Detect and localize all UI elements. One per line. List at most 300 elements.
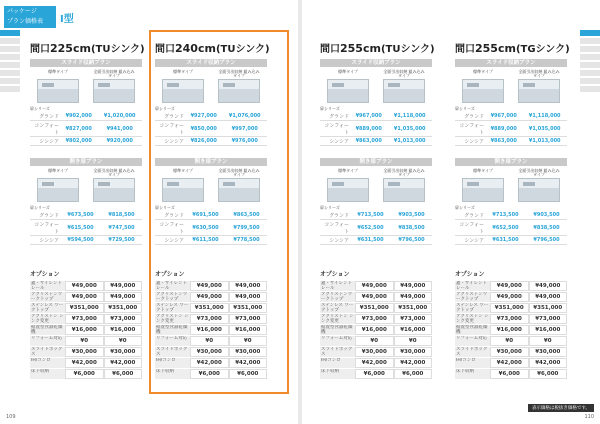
option-label: リフォーム対応 xyxy=(155,336,190,346)
option-row xyxy=(30,358,142,368)
price-standard: ¥630,500 xyxy=(185,220,226,236)
series-name: シンシア xyxy=(30,137,60,146)
option-row xyxy=(155,369,267,379)
price-standard: ¥713,500 xyxy=(350,211,391,220)
price-standard: ¥691,500 xyxy=(185,211,226,220)
option-price-full: ¥351,000 xyxy=(229,303,268,313)
option-price-standard: ¥16,000 xyxy=(65,325,104,335)
kitchen-unit-standard xyxy=(327,70,369,104)
option-row xyxy=(455,303,567,313)
kitchen-unit-full xyxy=(383,70,425,104)
side-tab[interactable] xyxy=(580,38,600,44)
image-caption: 全面引出収納 組み込みタイプ xyxy=(93,69,135,78)
option-price-standard: ¥16,000 xyxy=(190,325,229,335)
section-band-hiraki: 開き扉プラン xyxy=(30,158,142,166)
option-label: アクリストン シンク変更 xyxy=(321,314,354,324)
table-row xyxy=(455,137,567,146)
option-price-full: ¥73,000 xyxy=(394,314,433,324)
option-price-standard: ¥42,000 xyxy=(190,358,229,368)
table-row xyxy=(155,220,267,236)
option-price-standard: ¥49,000 xyxy=(65,281,104,291)
option-price-standard: ¥49,000 xyxy=(490,281,529,291)
side-tab[interactable] xyxy=(580,62,600,68)
price-standard: ¥611,500 xyxy=(185,236,226,245)
option-price-standard: ¥73,000 xyxy=(355,314,394,324)
tax-note: 表示価格は税抜き価格です。 xyxy=(528,404,594,412)
table-row xyxy=(155,121,267,137)
kitchen-images-hiraki xyxy=(320,169,432,203)
option-row xyxy=(455,358,567,368)
price-full: ¥1,035,000 xyxy=(387,121,432,137)
kitchen-illustration xyxy=(162,178,204,202)
option-price-full: ¥30,000 xyxy=(529,347,568,357)
kitchen-images-slide xyxy=(155,70,267,104)
kitchen-unit-standard xyxy=(327,169,369,203)
right-side-tabs xyxy=(580,28,600,94)
option-price-standard: ¥49,000 xyxy=(490,292,529,302)
kitchen-unit-standard xyxy=(462,169,504,203)
option-label: 床下収納 xyxy=(320,369,355,379)
option-label: 据置型食器乾燥機 xyxy=(30,325,65,335)
series-label: 扉シリーズ xyxy=(155,205,175,210)
side-tab[interactable] xyxy=(580,46,600,52)
option-row xyxy=(320,292,432,302)
page-number: 109 xyxy=(6,414,16,420)
price-table-hiraki xyxy=(155,211,267,245)
price-full: ¥1,118,000 xyxy=(387,112,432,121)
table-row xyxy=(30,121,142,137)
option-price-standard: ¥6,000 xyxy=(65,369,104,379)
option-price-standard: ¥351,000 xyxy=(190,303,229,313)
options-list xyxy=(30,281,142,380)
kitchen-unit-standard xyxy=(162,169,204,203)
side-tab[interactable] xyxy=(0,38,20,44)
price-standard: ¥863,000 xyxy=(350,137,387,146)
option-price-standard: ¥49,000 xyxy=(190,292,229,302)
option-row xyxy=(455,347,567,357)
header-type-title: I型 xyxy=(60,14,74,25)
options-title: オプション xyxy=(155,271,185,278)
series-name: グランド xyxy=(30,211,60,220)
price-full: ¥838,500 xyxy=(391,220,432,236)
image-caption: 全面引出収納 組み込みタイプ xyxy=(218,69,260,78)
option-price-standard: ¥73,000 xyxy=(490,314,529,324)
option-price-full: ¥16,000 xyxy=(104,325,143,335)
series-label: 扉シリーズ xyxy=(320,205,340,210)
option-label: 据置型食器乾燥機 xyxy=(155,325,190,335)
series-name: シンシア xyxy=(455,137,485,146)
column-255tg xyxy=(455,40,570,245)
price-standard: ¥631,500 xyxy=(485,236,526,245)
kitchen-illustration xyxy=(218,79,260,103)
option-row xyxy=(155,325,267,335)
kitchen-illustration xyxy=(218,178,260,202)
image-caption: 全面引出収納 組み込みタイプ xyxy=(518,168,560,177)
price-full: ¥796,500 xyxy=(526,236,567,245)
table-row xyxy=(320,236,432,245)
option-label: 床下収納 xyxy=(30,369,65,379)
options-title: オプション xyxy=(30,271,60,278)
kitchen-unit-full xyxy=(383,169,425,203)
price-full: ¥903,500 xyxy=(526,211,567,220)
series-label: 扉シリーズ xyxy=(155,106,175,111)
option-price-full: ¥30,000 xyxy=(104,347,143,357)
kitchen-unit-standard xyxy=(462,70,504,104)
table-row xyxy=(455,236,567,245)
option-price-full: ¥0 xyxy=(229,336,268,346)
image-caption: 全面引出収納 組み込みタイプ xyxy=(383,69,425,78)
side-tab[interactable] xyxy=(580,86,600,92)
kitchen-illustration xyxy=(518,79,560,103)
price-full: ¥1,013,000 xyxy=(387,137,432,146)
price-standard: ¥802,000 xyxy=(60,137,97,146)
option-row xyxy=(30,336,142,346)
price-full: ¥976,000 xyxy=(222,137,267,146)
option-row xyxy=(155,336,267,346)
kitchen-illustration xyxy=(37,178,79,202)
side-tab[interactable] xyxy=(0,46,20,52)
side-tab[interactable] xyxy=(0,86,20,92)
option-price-full: ¥49,000 xyxy=(394,281,433,291)
option-label: 蓋・サイレントレール xyxy=(30,281,65,291)
kitchen-illustration xyxy=(518,178,560,202)
option-row xyxy=(320,358,432,368)
option-price-full: ¥6,000 xyxy=(104,369,143,379)
option-price-full: ¥49,000 xyxy=(229,292,268,302)
price-standard: ¥826,000 xyxy=(185,137,222,146)
option-price-standard: ¥351,000 xyxy=(490,303,529,313)
column-title xyxy=(155,40,270,55)
table-row xyxy=(30,211,142,220)
price-table-slide xyxy=(30,112,142,146)
price-standard: ¥652,500 xyxy=(485,220,526,236)
option-price-standard: ¥30,000 xyxy=(65,347,104,357)
column-title-prefix: 間口 xyxy=(455,44,475,55)
option-price-full: ¥49,000 xyxy=(104,281,143,291)
series-name: グランド xyxy=(155,211,185,220)
option-label: リフォーム対応 xyxy=(320,336,355,346)
kitchen-unit-full xyxy=(518,169,560,203)
price-table-slide xyxy=(155,112,267,146)
price-standard: ¥827,000 xyxy=(60,121,97,137)
option-price-standard: ¥6,000 xyxy=(355,369,394,379)
option-row xyxy=(30,303,142,313)
option-row xyxy=(455,292,567,302)
column-title-kind: (TGシンク) xyxy=(515,44,570,55)
side-tab[interactable] xyxy=(0,30,20,36)
series-name: コンフォート xyxy=(155,121,185,137)
option-label: リフォーム対応 xyxy=(455,336,490,346)
kitchen-illustration xyxy=(462,79,504,103)
option-label: 床下収納 xyxy=(155,369,190,379)
options-title: オプション xyxy=(320,271,350,278)
series-label: 扉シリーズ xyxy=(320,106,340,111)
column-title xyxy=(320,40,435,55)
series-name: グランド xyxy=(455,112,485,121)
option-price-standard: ¥351,000 xyxy=(65,303,104,313)
series-name: シンシア xyxy=(320,236,350,245)
price-full: ¥1,035,000 xyxy=(522,121,567,137)
series-label: 扉シリーズ xyxy=(30,205,50,210)
option-row xyxy=(320,314,432,324)
option-price-full: ¥0 xyxy=(104,336,143,346)
section-band-slide: スライド収納プラン xyxy=(320,59,432,67)
price-standard: ¥889,000 xyxy=(485,121,522,137)
option-label: IH/コンロ xyxy=(455,358,490,368)
option-price-standard: ¥49,000 xyxy=(190,281,229,291)
option-label: ステンレス ワークトップ xyxy=(456,303,489,313)
option-label: アクリストン シンク変更 xyxy=(456,314,489,324)
series-name: コンフォート xyxy=(30,220,60,236)
option-price-standard: ¥6,000 xyxy=(490,369,529,379)
price-full: ¥941,000 xyxy=(97,121,142,137)
option-row xyxy=(320,369,432,379)
option-label: IH/コンロ xyxy=(320,358,355,368)
side-tab[interactable] xyxy=(580,30,600,36)
option-row xyxy=(320,325,432,335)
series-name: グランド xyxy=(155,112,185,121)
column-title-size: 255cm xyxy=(475,42,516,55)
option-price-standard: ¥351,000 xyxy=(355,303,394,313)
price-standard: ¥615,500 xyxy=(60,220,101,236)
option-price-full: ¥30,000 xyxy=(394,347,433,357)
price-table-slide xyxy=(455,112,567,146)
option-price-standard: ¥49,000 xyxy=(65,292,104,302)
option-price-full: ¥49,000 xyxy=(529,281,568,291)
option-price-full: ¥0 xyxy=(394,336,433,346)
option-label: アクリストン シンク変更 xyxy=(31,314,64,324)
option-row xyxy=(30,314,142,324)
series-name: コンフォート xyxy=(320,121,350,137)
option-price-standard: ¥0 xyxy=(65,336,104,346)
price-full: ¥1,020,000 xyxy=(97,112,142,121)
column-title-prefix: 間口 xyxy=(320,44,340,55)
image-caption: 標準タイプ xyxy=(48,69,68,74)
price-standard: ¥967,000 xyxy=(485,112,522,121)
option-price-standard: ¥42,000 xyxy=(65,358,104,368)
option-price-standard: ¥0 xyxy=(355,336,394,346)
price-standard: ¥889,000 xyxy=(350,121,387,137)
price-standard: ¥967,000 xyxy=(350,112,387,121)
price-full: ¥796,500 xyxy=(391,236,432,245)
image-caption: 標準タイプ xyxy=(173,69,193,74)
option-row xyxy=(155,347,267,357)
options-list xyxy=(155,281,267,380)
image-caption: 標準タイプ xyxy=(173,168,193,173)
table-row xyxy=(455,112,567,121)
kitchen-illustration xyxy=(327,79,369,103)
image-caption: 全面引出収納 組み込みタイプ xyxy=(218,168,260,177)
option-row xyxy=(30,369,142,379)
option-price-full: ¥351,000 xyxy=(104,303,143,313)
option-price-full: ¥49,000 xyxy=(229,281,268,291)
option-price-standard: ¥16,000 xyxy=(355,325,394,335)
kitchen-illustration xyxy=(162,79,204,103)
side-tab[interactable] xyxy=(580,70,600,76)
series-name: コンフォート xyxy=(455,220,485,236)
kitchen-unit-standard xyxy=(162,70,204,104)
price-standard: ¥673,500 xyxy=(60,211,101,220)
price-full: ¥778,500 xyxy=(226,236,267,245)
price-table-slide xyxy=(320,112,432,146)
table-row xyxy=(320,137,432,146)
price-standard: ¥850,000 xyxy=(185,121,222,137)
option-label: アクリストンワークトップ xyxy=(320,292,355,302)
section-band-slide: スライド収納プラン xyxy=(455,59,567,67)
table-row xyxy=(320,211,432,220)
column-title-size: 240cm xyxy=(175,42,216,55)
options-list xyxy=(455,281,567,380)
option-row xyxy=(30,281,142,291)
kitchen-unit-standard xyxy=(37,169,79,203)
option-price-full: ¥73,000 xyxy=(229,314,268,324)
option-label: リフォーム対応 xyxy=(30,336,65,346)
option-label: ステンレス ワークトップ xyxy=(31,303,64,313)
option-label: スライドボックス xyxy=(455,347,490,357)
price-full: ¥838,500 xyxy=(526,220,567,236)
series-name: シンシア xyxy=(155,236,185,245)
kitchen-illustration xyxy=(37,79,79,103)
option-price-standard: ¥0 xyxy=(190,336,229,346)
image-caption: 全面引出収納 組み込みタイプ xyxy=(93,168,135,177)
price-table-hiraki xyxy=(320,211,432,245)
table-row xyxy=(155,137,267,146)
left-side-tabs xyxy=(0,28,20,94)
price-full: ¥1,013,000 xyxy=(522,137,567,146)
header-tag-line2: プラン価格表 xyxy=(7,18,44,25)
option-row xyxy=(455,336,567,346)
option-price-standard: ¥30,000 xyxy=(355,347,394,357)
column-title-prefix: 間口 xyxy=(30,44,50,55)
image-caption: 全面引出収納 組み込みタイプ xyxy=(383,168,425,177)
option-label: アクリストン シンク変更 xyxy=(156,314,189,324)
image-caption: 全面引出収納 組み込みタイプ xyxy=(518,69,560,78)
price-full: ¥1,076,000 xyxy=(222,112,267,121)
option-row xyxy=(455,314,567,324)
kitchen-unit-standard xyxy=(37,70,79,104)
price-table-hiraki xyxy=(455,211,567,245)
kitchen-images-hiraki xyxy=(30,169,142,203)
option-price-full: ¥49,000 xyxy=(394,292,433,302)
option-price-standard: ¥6,000 xyxy=(190,369,229,379)
series-name: シンシア xyxy=(320,137,350,146)
option-label: 据置型食器乾燥機 xyxy=(320,325,355,335)
column-255tu xyxy=(320,40,435,245)
option-label: アクリストンワークトップ xyxy=(455,292,490,302)
option-row xyxy=(320,281,432,291)
option-price-full: ¥49,000 xyxy=(104,292,143,302)
side-tab[interactable] xyxy=(0,70,20,76)
option-label: アクリストンワークトップ xyxy=(30,292,65,302)
option-price-standard: ¥30,000 xyxy=(490,347,529,357)
option-price-full: ¥30,000 xyxy=(229,347,268,357)
option-row xyxy=(155,314,267,324)
options-title: オプション xyxy=(455,271,485,278)
option-price-full: ¥6,000 xyxy=(394,369,433,379)
kitchen-images-hiraki xyxy=(455,169,567,203)
column-title-kind: (TUシンク) xyxy=(380,44,435,55)
option-row xyxy=(30,347,142,357)
option-price-full: ¥42,000 xyxy=(394,358,433,368)
series-name: シンシア xyxy=(30,236,60,245)
option-price-standard: ¥73,000 xyxy=(190,314,229,324)
price-full: ¥799,500 xyxy=(226,220,267,236)
kitchen-images-slide xyxy=(320,70,432,104)
option-row xyxy=(320,303,432,313)
option-label: 床下収納 xyxy=(455,369,490,379)
option-row xyxy=(455,281,567,291)
option-price-full: ¥16,000 xyxy=(394,325,433,335)
side-tab[interactable] xyxy=(0,78,20,84)
kitchen-unit-full xyxy=(93,70,135,104)
side-tab[interactable] xyxy=(0,62,20,68)
option-price-full: ¥16,000 xyxy=(529,325,568,335)
side-tab[interactable] xyxy=(580,54,600,60)
option-price-full: ¥6,000 xyxy=(229,369,268,379)
column-title-size: 255cm xyxy=(340,42,381,55)
option-price-standard: ¥30,000 xyxy=(190,347,229,357)
series-name: コンフォート xyxy=(155,220,185,236)
side-tab[interactable] xyxy=(0,54,20,60)
series-name: コンフォート xyxy=(455,121,485,137)
price-standard: ¥594,500 xyxy=(60,236,101,245)
image-caption: 標準タイプ xyxy=(338,69,358,74)
kitchen-unit-full xyxy=(518,70,560,104)
option-label: 据置型食器乾燥機 xyxy=(455,325,490,335)
table-row xyxy=(155,211,267,220)
column-title-kind: (TUシンク) xyxy=(90,44,145,55)
column-240tu xyxy=(155,40,270,245)
image-caption: 標準タイプ xyxy=(473,168,493,173)
series-label: 扉シリーズ xyxy=(455,205,475,210)
section-band-slide: スライド収納プラン xyxy=(155,59,267,67)
price-full: ¥920,000 xyxy=(97,137,142,146)
option-price-full: ¥73,000 xyxy=(104,314,143,324)
option-price-full: ¥16,000 xyxy=(229,325,268,335)
table-row xyxy=(155,112,267,121)
option-price-full: ¥351,000 xyxy=(394,303,433,313)
option-row xyxy=(155,303,267,313)
option-row xyxy=(455,369,567,379)
price-table-hiraki xyxy=(30,211,142,245)
option-price-full: ¥42,000 xyxy=(104,358,143,368)
option-price-standard: ¥49,000 xyxy=(355,281,394,291)
option-price-standard: ¥0 xyxy=(490,336,529,346)
series-name: グランド xyxy=(320,112,350,121)
kitchen-images-slide xyxy=(30,70,142,104)
header-tag-line1: パッケージ xyxy=(7,8,37,15)
series-name: グランド xyxy=(320,211,350,220)
option-price-standard: ¥42,000 xyxy=(355,358,394,368)
option-label: スライドボックス xyxy=(155,347,190,357)
price-full: ¥747,500 xyxy=(101,220,142,236)
kitchen-illustration xyxy=(383,178,425,202)
option-label: IH/コンロ xyxy=(30,358,65,368)
option-row xyxy=(320,347,432,357)
table-row xyxy=(320,121,432,137)
kitchen-images-hiraki xyxy=(155,169,267,203)
option-label: ステンレス ワークトップ xyxy=(321,303,354,313)
kitchen-illustration xyxy=(383,79,425,103)
column-title-prefix: 間口 xyxy=(155,44,175,55)
option-row xyxy=(455,325,567,335)
option-price-standard: ¥16,000 xyxy=(490,325,529,335)
option-price-standard: ¥49,000 xyxy=(355,292,394,302)
side-tab[interactable] xyxy=(580,78,600,84)
series-name: シンシア xyxy=(455,236,485,245)
price-full: ¥903,500 xyxy=(391,211,432,220)
option-row xyxy=(320,336,432,346)
